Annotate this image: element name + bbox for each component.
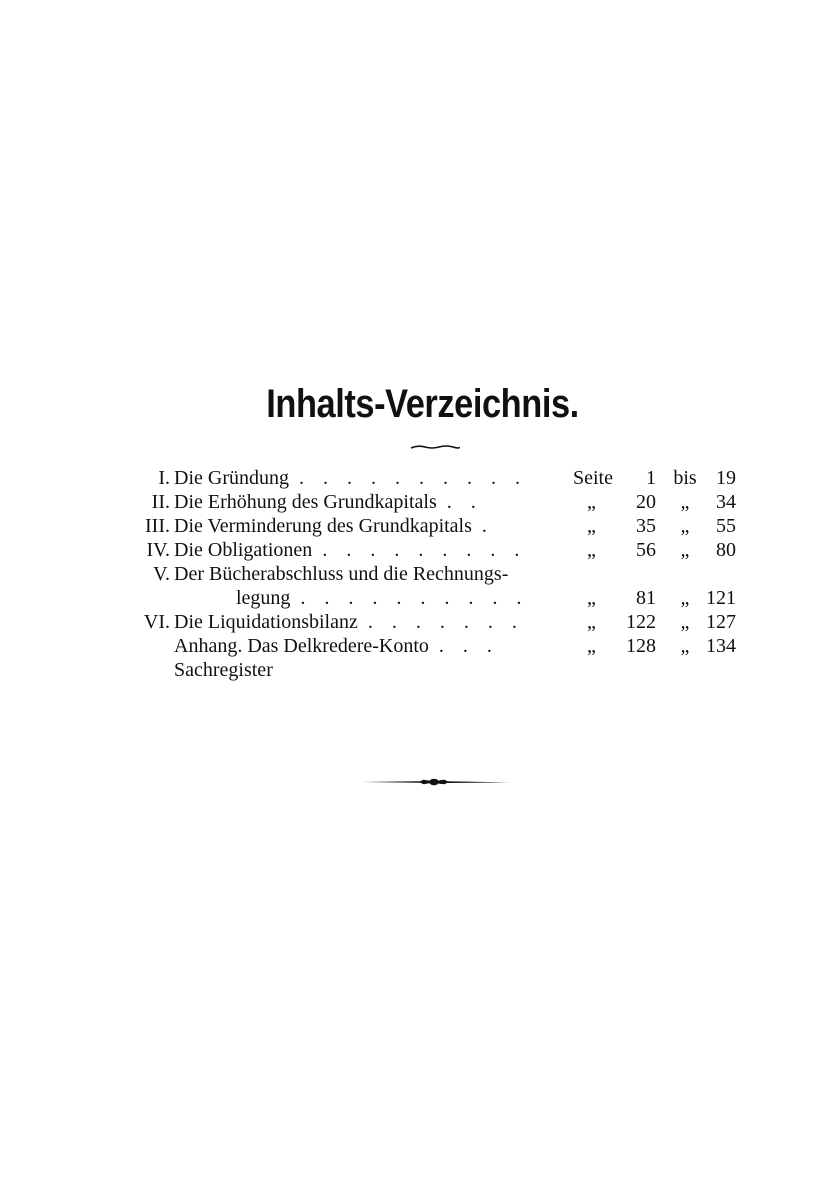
leader-dots: . . . . . . . . . . <box>298 467 527 489</box>
range-word: „ <box>680 515 690 537</box>
toc-row <box>120 586 740 610</box>
page-to: 55 <box>716 515 736 537</box>
chapter-number: I. <box>158 467 170 489</box>
chapter-title: Der Bücherabschluss und die Rechnungs- <box>174 563 509 585</box>
toc-row <box>120 466 740 490</box>
chapter-title: Die Obligationen . . . . . . . . . <box>174 539 527 561</box>
chapter-title: Die Verminderung des Grundkapitals . <box>174 515 494 537</box>
page-from: 128 <box>626 635 656 657</box>
chapter-title-continuation: legung . . . . . . . . . . <box>236 587 529 609</box>
page-word: „ <box>587 635 596 657</box>
toc-row <box>120 514 740 538</box>
leader-dots: . . . . . . . <box>367 611 524 633</box>
page-from: 122 <box>626 611 656 633</box>
chapter-number: V. <box>153 563 170 585</box>
chapter-number: IV. <box>146 539 170 561</box>
chapter-title: Die Erhöhung des Grundkapitals . . <box>174 491 483 513</box>
range-word: „ <box>680 539 690 561</box>
leader-dots: . . <box>446 491 483 513</box>
toc-row <box>120 610 740 634</box>
toc-row <box>120 562 740 586</box>
page-to: 121 <box>706 587 736 609</box>
page-from: 35 <box>636 515 656 537</box>
range-word: „ <box>680 611 690 633</box>
page-to: 134 <box>706 635 736 657</box>
leader-dots: . . . . . . . . . . <box>300 587 529 609</box>
appendix-title: Anhang. Das Delkredere-Konto . . . <box>174 635 499 657</box>
toc-row <box>120 634 740 658</box>
toc-row <box>120 658 740 682</box>
chapter-title: Die Gründung . . . . . . . . . . <box>174 467 527 489</box>
page-to: 34 <box>716 491 736 513</box>
page-word: „ <box>587 611 596 633</box>
leader-dots: . . . . . . . . . <box>322 539 527 561</box>
page-to: 80 <box>716 539 736 561</box>
page-to: 19 <box>716 467 736 489</box>
chapter-number: II. <box>151 491 170 513</box>
index-title: Sachregister <box>174 659 273 681</box>
chapter-number: III. <box>145 515 170 537</box>
range-word: „ <box>680 491 690 513</box>
page-word: Seite <box>573 467 613 489</box>
page-to: 127 <box>706 611 736 633</box>
page-from: 81 <box>636 587 656 609</box>
leader-dots: . . . <box>438 635 499 657</box>
page-word: „ <box>587 491 596 513</box>
chapter-title: Die Liquidationsbilanz . . . . . . . <box>174 611 524 633</box>
leader-dots: . <box>481 515 494 537</box>
page-from: 20 <box>636 491 656 513</box>
table-of-contents <box>120 466 740 682</box>
range-word: „ <box>680 587 690 609</box>
page-from: 56 <box>636 539 656 561</box>
page-title: Inhalts-Verzeichnis. <box>266 382 579 426</box>
range-word: „ <box>680 635 690 657</box>
toc-row <box>120 538 740 562</box>
toc-row <box>120 490 740 514</box>
title-underline-ornament <box>410 444 460 450</box>
page-word: „ <box>587 539 596 561</box>
decorative-divider-ornament <box>360 776 512 788</box>
chapter-number: VI. <box>143 611 170 633</box>
page-from: 1 <box>646 467 656 489</box>
page-word: „ <box>587 587 596 609</box>
range-word: bis <box>673 467 697 489</box>
page-word: „ <box>587 515 596 537</box>
